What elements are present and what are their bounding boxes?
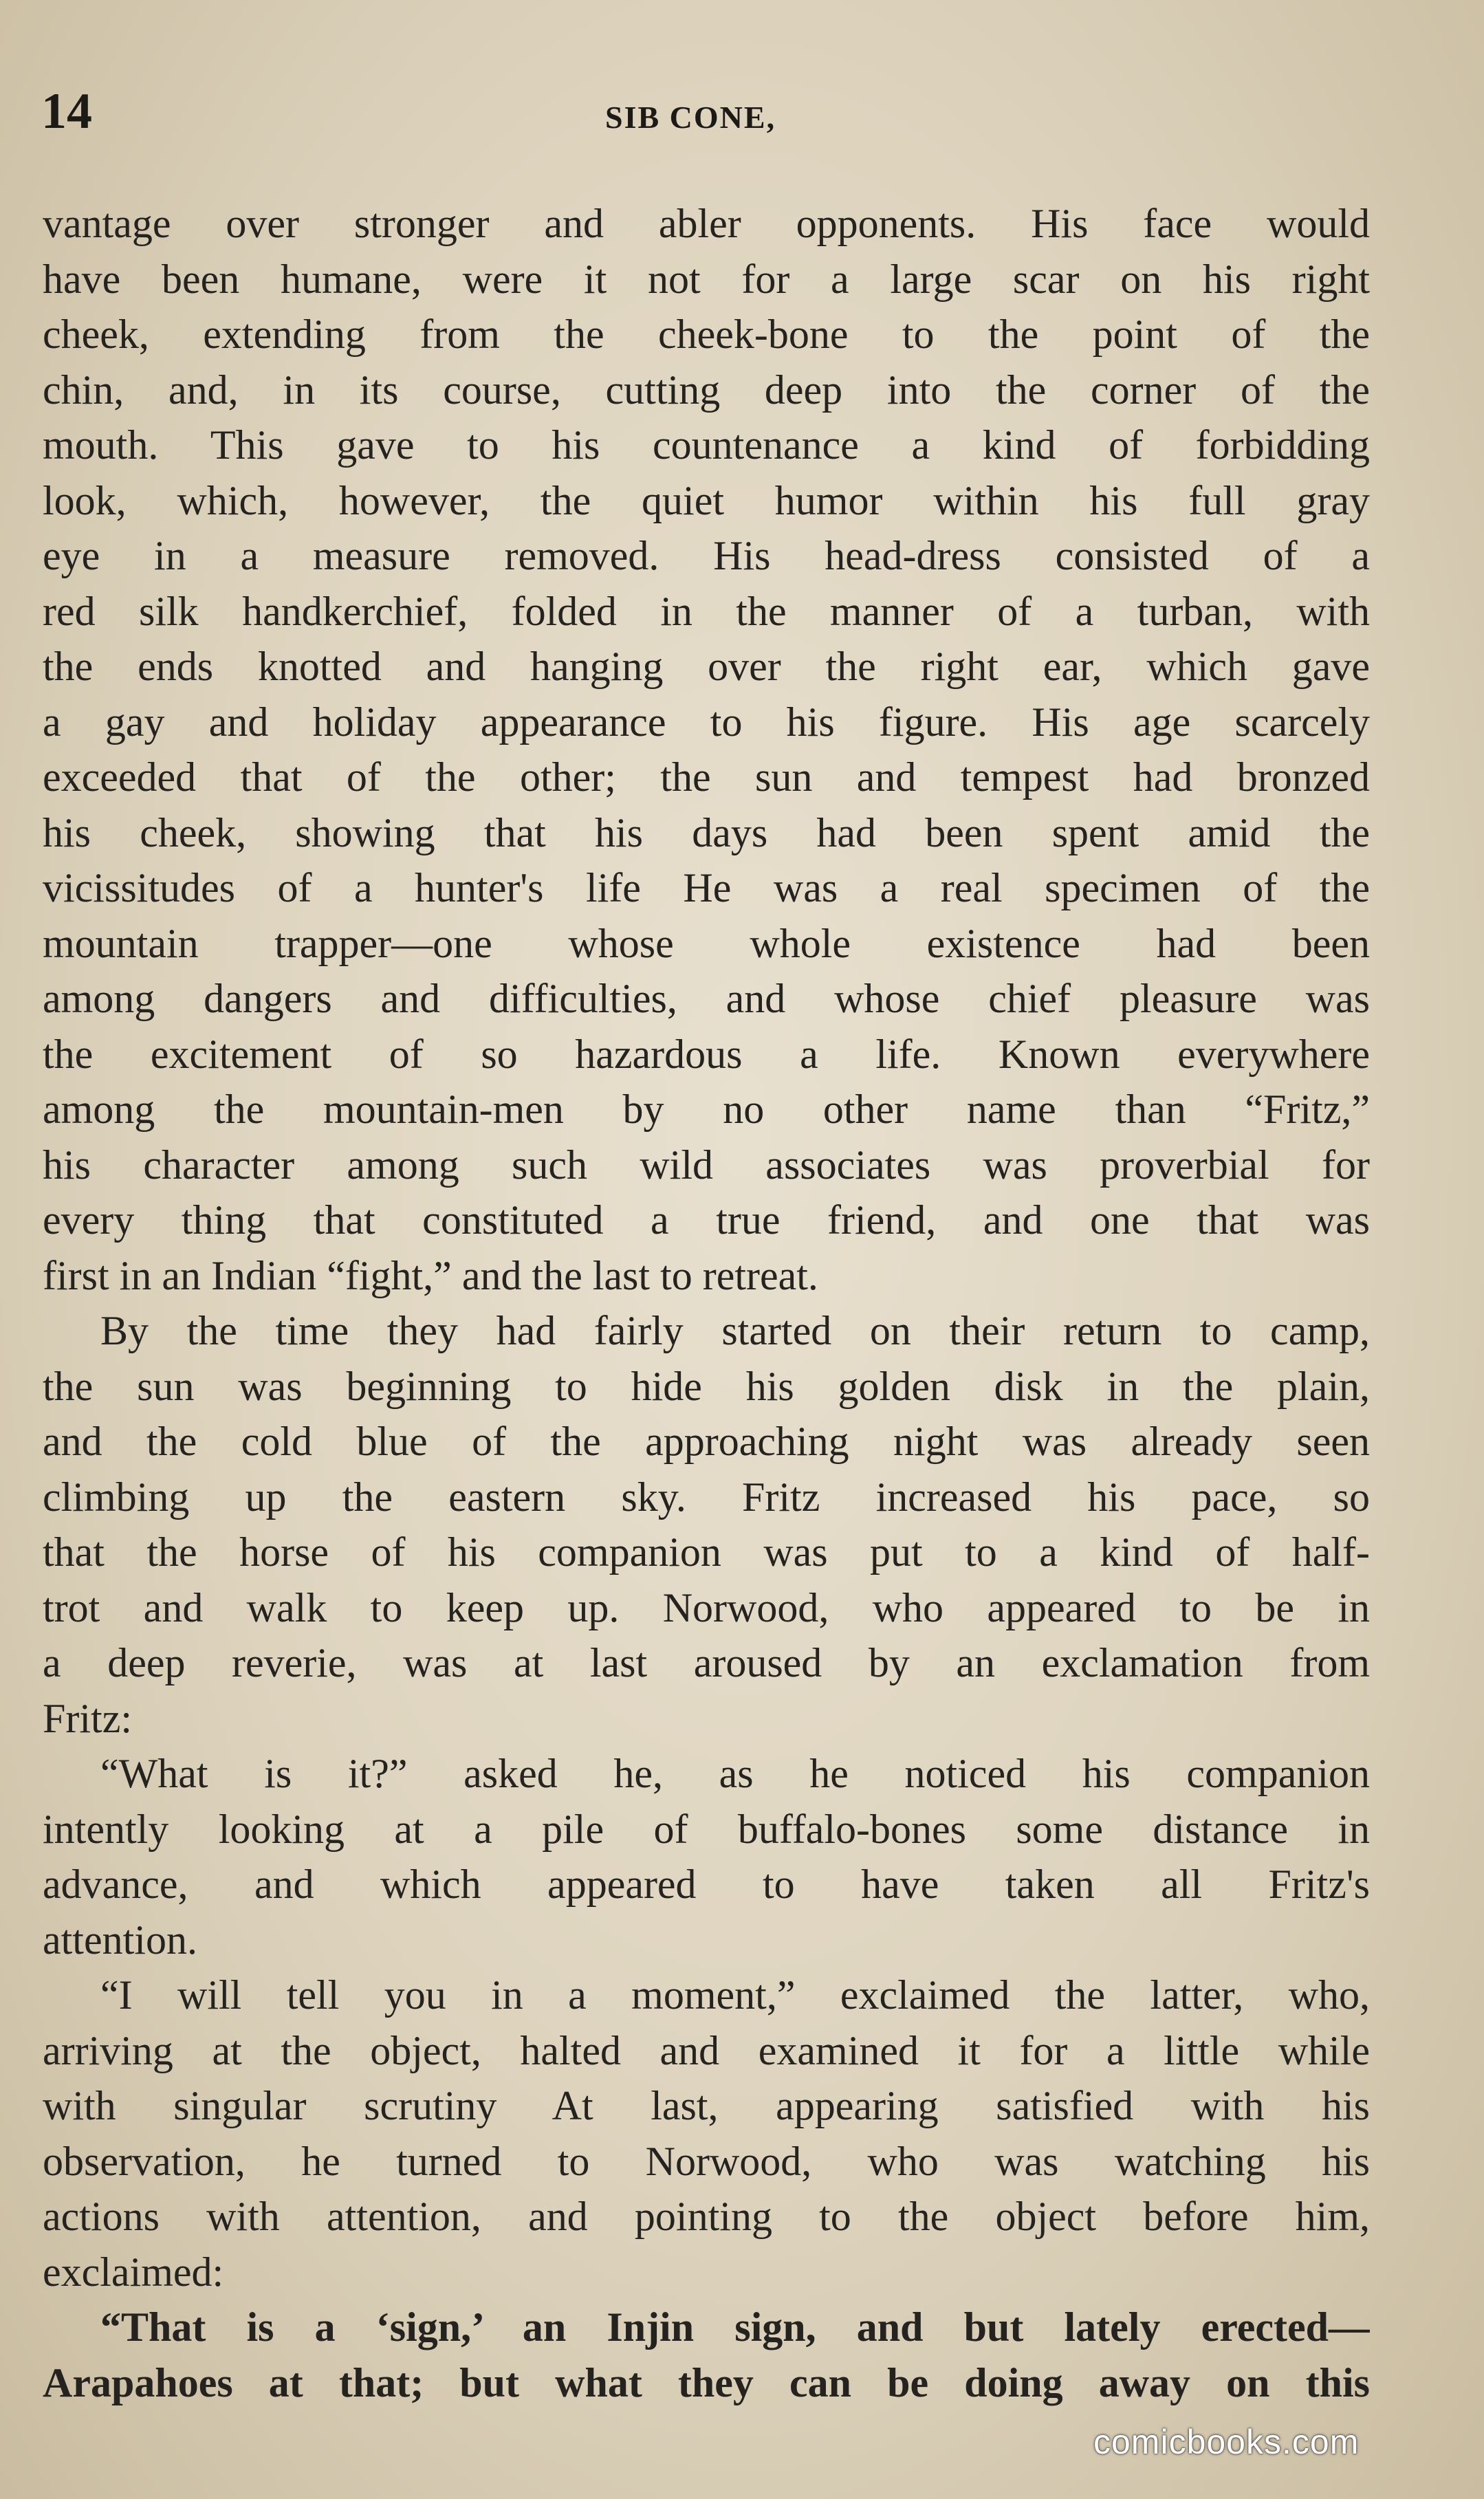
text-line: that the horse of his companion was put to a kind of half- bbox=[43, 1529, 1370, 1575]
text-line: among the mountain-men by no other name than “Fritz,” bbox=[43, 1087, 1370, 1132]
text-line: actions with attention, and pointing to the object before him, bbox=[43, 2194, 1370, 2239]
text-line: the sun was beginning to hide his golden disk in the plain, bbox=[43, 1363, 1370, 1409]
text-line: a deep reverie, was at last aroused by an exclamation from bbox=[43, 1640, 1370, 1685]
text-line: a gay and holiday appearance to his figure. His age scarcely bbox=[43, 699, 1370, 745]
text-line: attention. bbox=[43, 1917, 197, 1963]
text-line: exceeded that of the other; the sun and tempest had bronzed bbox=[43, 754, 1370, 800]
text-line: arriving at the object, halted and examined it for a little while bbox=[43, 2027, 1370, 2073]
text-line: mountain trapper—one whose whole existence had been bbox=[43, 920, 1370, 966]
body-text bbox=[43, 196, 1370, 2410]
text-line: “That is a ‘sign,’ an Injin sign, and but lately erected— bbox=[100, 2304, 1370, 2350]
text-line: chin, and, in its course, cutting deep into the corner of the bbox=[43, 367, 1370, 413]
text-line: red silk handkerchief, folded in the manner of a turban, with bbox=[43, 588, 1370, 634]
text-line: cheek, extending from the cheek-bone to the point of the bbox=[43, 312, 1370, 357]
page-header bbox=[41, 83, 1375, 151]
text-line: Arapahoes at that; but what they can be doing away on this bbox=[43, 2359, 1370, 2405]
watermark-text: comicbooks.com bbox=[1093, 2423, 1360, 2461]
text-line: exclaimed: bbox=[43, 2249, 224, 2295]
text-line: vicissitudes of a hunter's life He was a real specimen of the bbox=[43, 865, 1370, 910]
text-line: and the cold blue of the approaching night was already seen bbox=[43, 1419, 1370, 1464]
text-line: the excitement of so hazardous a life. Known everywhere bbox=[43, 1031, 1370, 1077]
text-line: every thing that constituted a true friend, and one that was bbox=[43, 1197, 1370, 1243]
text-line: his character among such wild associates was proverbial for bbox=[43, 1142, 1370, 1188]
text-line: look, which, however, the quiet humor within his full gray bbox=[43, 477, 1370, 523]
text-line: Fritz: bbox=[43, 1695, 132, 1741]
text-line: observation, he turned to Norwood, who was watching his bbox=[43, 2138, 1370, 2184]
text-line: climbing up the eastern sky. Fritz increased his pace, so bbox=[43, 1474, 1370, 1520]
text-line: “What is it?” asked he, as he noticed his companion bbox=[100, 1751, 1370, 1796]
text-line: mouth. This gave to his countenance a kind of forbidding bbox=[43, 422, 1370, 468]
text-line: trot and walk to keep up. Norwood, who appeared to be in bbox=[43, 1584, 1370, 1630]
text-line: eye in a measure removed. His head-dress consisted of a bbox=[43, 533, 1370, 578]
text-line: among dangers and difficulties, and whose chief pleasure was bbox=[43, 976, 1370, 1021]
text-line: intently looking at a pile of buffalo-bones some distance in bbox=[43, 1806, 1370, 1852]
text-line: advance, and which appeared to have taken all Fritz's bbox=[43, 1862, 1370, 1907]
page-number: 14 bbox=[41, 83, 92, 140]
text-line: his cheek, showing that his days had been spent amid the bbox=[43, 809, 1370, 855]
text-line: have been humane, were it not for a large scar on his right bbox=[43, 256, 1370, 302]
text-line: first in an Indian “fight,” and the last to retreat. bbox=[43, 1252, 818, 1298]
text-line: the ends knotted and hanging over the right ear, which gave bbox=[43, 644, 1370, 689]
text-line: vantage over stronger and abler opponents. His face would bbox=[43, 201, 1370, 246]
text-line: By the time they had fairly started on their return to camp, bbox=[100, 1308, 1370, 1353]
running-head: SIB CONE, bbox=[605, 100, 776, 135]
text-line: with singular scrutiny At last, appearing satisfied with his bbox=[43, 2083, 1370, 2128]
text-line: “I will tell you in a moment,” exclaimed the latter, who, bbox=[100, 1972, 1370, 2018]
